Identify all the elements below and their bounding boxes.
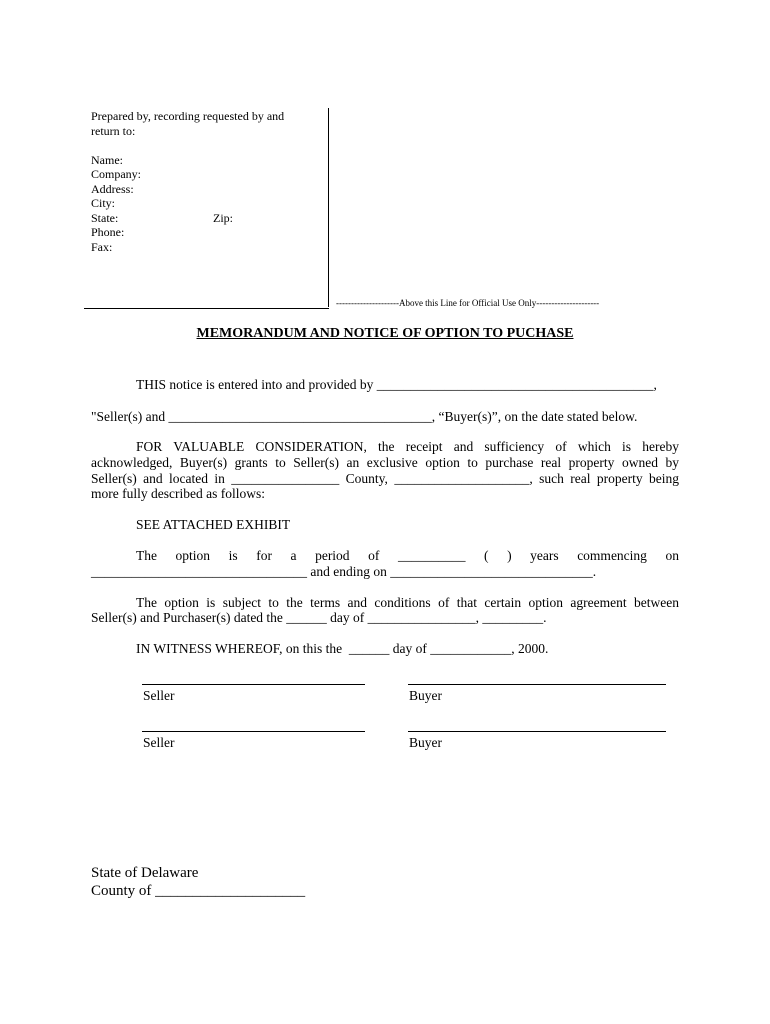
period-line1: The option is for a period of __________ ( ) years commencing on (136, 548, 679, 563)
notary-county: County of ____________________ (91, 883, 306, 899)
buyer-signature-line-2 (408, 731, 666, 732)
prepared-by-line2: return to: (91, 124, 136, 138)
prepared-by-line1: Prepared by, recording requested by and (91, 109, 285, 123)
return-block-divider (328, 108, 329, 307)
buyer-signature-line-1 (408, 684, 666, 685)
consideration-line4: more fully described as follows: (91, 486, 265, 501)
notary-state: State of Delaware (91, 865, 199, 881)
terms-line2: Seller(s) and Purchaser(s) dated the ______ day of ________________, _________. (91, 610, 547, 625)
consideration-line3: Seller(s) and located in ________________ County, ____________________, such real property being (91, 471, 679, 486)
notice-line2: "Seller(s) and _______________________________________, “Buyer(s)”, on the date stated below. (91, 409, 638, 424)
zip-label: Zip: (213, 211, 233, 225)
state-label: State: (91, 211, 119, 225)
buyer-label-2: Buyer (409, 735, 442, 750)
phone-label: Phone: (91, 225, 125, 239)
exhibit-reference: SEE ATTACHED EXHIBIT (136, 517, 291, 532)
buyer-label-1: Buyer (409, 688, 442, 703)
document-title: MEMORANDUM AND NOTICE OF OPTION TO PUCHASE (196, 326, 574, 341)
notice-line1: THIS notice is entered into and provided by _________________________________________, (136, 377, 657, 392)
period-line2: ________________________________ and ending on ______________________________. (91, 564, 597, 579)
official-use-line: ---------------------Above this Line for Official Use Only--------------------- (336, 298, 600, 308)
witness-line: IN WITNESS WHEREOF, on this the ______ day of ____________, 2000. (136, 641, 549, 656)
city-label: City: (91, 196, 116, 210)
seller-label-1: Seller (143, 688, 175, 703)
seller-signature-line-1 (142, 684, 365, 685)
consideration-line1: FOR VALUABLE CONSIDERATION, the receipt and sufficiency of which is hereby (136, 439, 679, 454)
return-block-bottom-rule (84, 308, 329, 309)
consideration-line2: acknowledged, Buyer(s) grants to Seller(s) an exclusive option to purchase real property owned by (91, 455, 679, 470)
name-label: Name: (91, 153, 123, 167)
seller-signature-line-2 (142, 731, 365, 732)
address-label: Address: (91, 182, 134, 196)
terms-line1: The option is subject to the terms and conditions of that certain option agreement between (136, 595, 679, 610)
fax-label: Fax: (91, 240, 113, 254)
seller-label-2: Seller (143, 735, 175, 750)
company-label: Company: (91, 167, 141, 181)
